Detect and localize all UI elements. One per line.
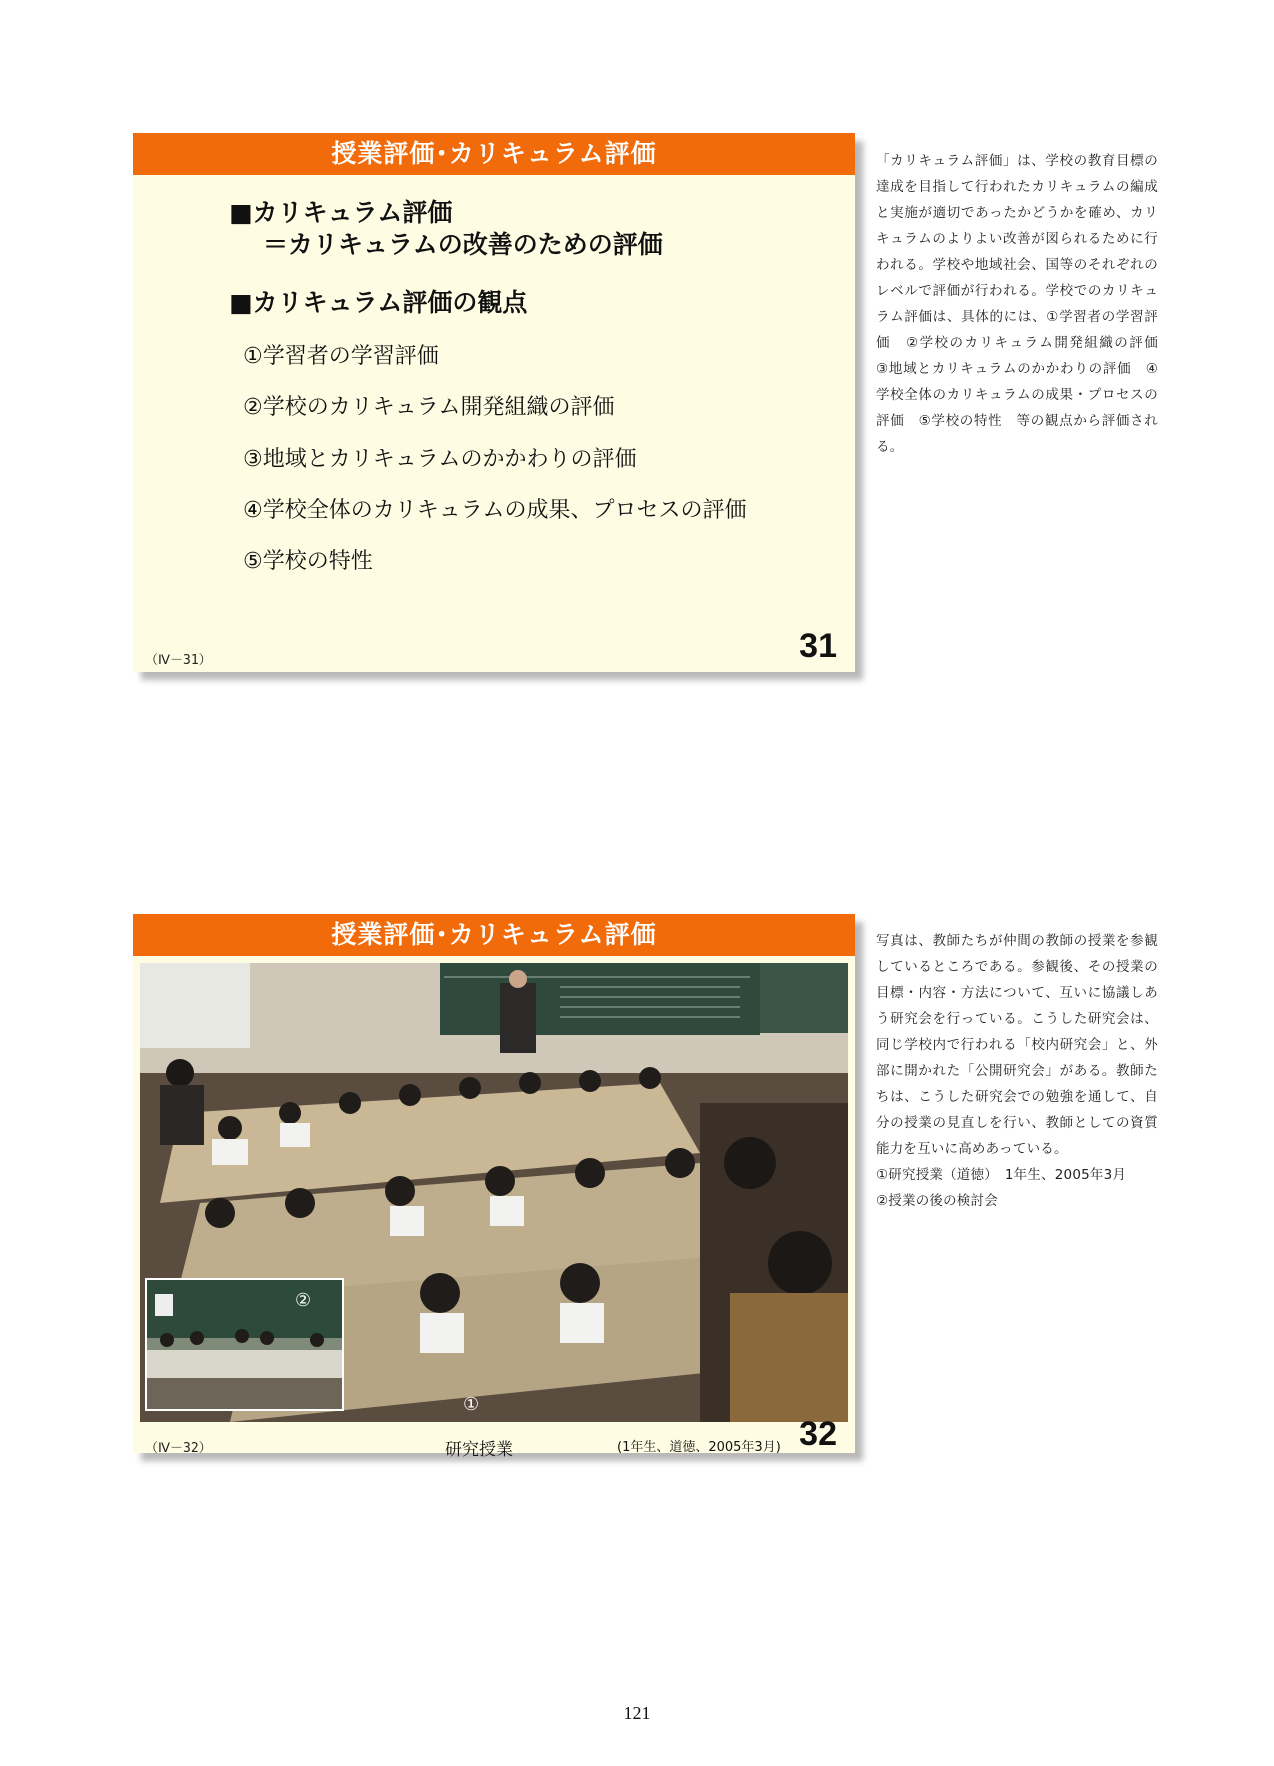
viewpoint-item: ②学校のカリキュラム開発組織の評価	[243, 395, 615, 420]
photo-caption: 研究授業	[445, 1440, 513, 1460]
slide-number: 31	[799, 627, 837, 665]
commentary-32	[876, 928, 1158, 1214]
slide-title: 授業評価･カリキュラム評価	[133, 133, 855, 175]
commentary-paragraph: 「カリキュラム評価」は、学校の教育目標の達成を目指して行われたカリキュラムの編成と実施が適切であったかどうかを確め、カリキュラムのよりよい改善が図られるために行われる。学校や地域社会、国等のそれぞれのレベルで評価が行われる。学校でのカリキュラム評価は、具体的には、①学習者の学習評価 ②学校のカリキュラム開発組織の評価 ③地域とカリキュラムのかかわりの評価 ④学校全体のカリキュラムの成果・プロセスの評価 ⑤学校の特性 等の観点から評価される。	[876, 153, 1172, 455]
photo-marker-1: ①	[463, 1394, 480, 1415]
commentary-note: ②授業の後の検討会	[876, 1193, 998, 1209]
commentary-31	[876, 148, 1172, 460]
slide-body	[133, 956, 855, 1460]
commentary-note: ①研究授業（道徳） 1年生、2005年3月	[876, 1167, 1127, 1183]
slide-32	[133, 914, 855, 1460]
viewpoint-item: ⑤学校の特性	[243, 549, 373, 574]
slide-reference: （Ⅳ－31）	[145, 653, 212, 668]
heading-curriculum-evaluation: ■カリキュラム評価	[229, 198, 453, 227]
slide-number: 32	[799, 1415, 837, 1453]
photo-marker-2: ②	[295, 1290, 312, 1311]
slide-body	[133, 175, 855, 672]
slide-31	[133, 133, 855, 672]
slide-reference: （Ⅳ－32）	[145, 1441, 212, 1456]
viewpoint-item: ①学習者の学習評価	[243, 344, 439, 369]
photo-caption-detail: (1年生、道徳、2005年3月)	[617, 1440, 781, 1455]
heading-curriculum-evaluation-definition: ＝カリキュラムの改善のための評価	[263, 230, 663, 259]
commentary-paragraph: 写真は、教師たちが仲間の教師の授業を参観しているところである。参観後、その授業の目標・内容・方法について、互いに協議しあう研究会を行っている。こうした研究会は、同じ学校内で行われる「校内研究会」と、外部に開かれた「公開研究会」がある。教師たちは、こうした研究会での勉強を通して、自分の授業の見直しを行い、教師としての資質能力を互いに高めあっている。	[876, 933, 1158, 1157]
page-number: 121	[623, 1703, 651, 1723]
viewpoint-item: ③地域とカリキュラムのかかわりの評価	[243, 447, 637, 472]
inset-photo-drawing	[147, 1280, 342, 1409]
slide-title: 授業評価･カリキュラム評価	[133, 914, 855, 956]
viewpoint-item: ④学校全体のカリキュラムの成果、プロセスの評価	[243, 498, 747, 523]
inset-photo-discussion	[145, 1278, 344, 1411]
heading-evaluation-viewpoints: ■カリキュラム評価の観点	[229, 288, 528, 317]
